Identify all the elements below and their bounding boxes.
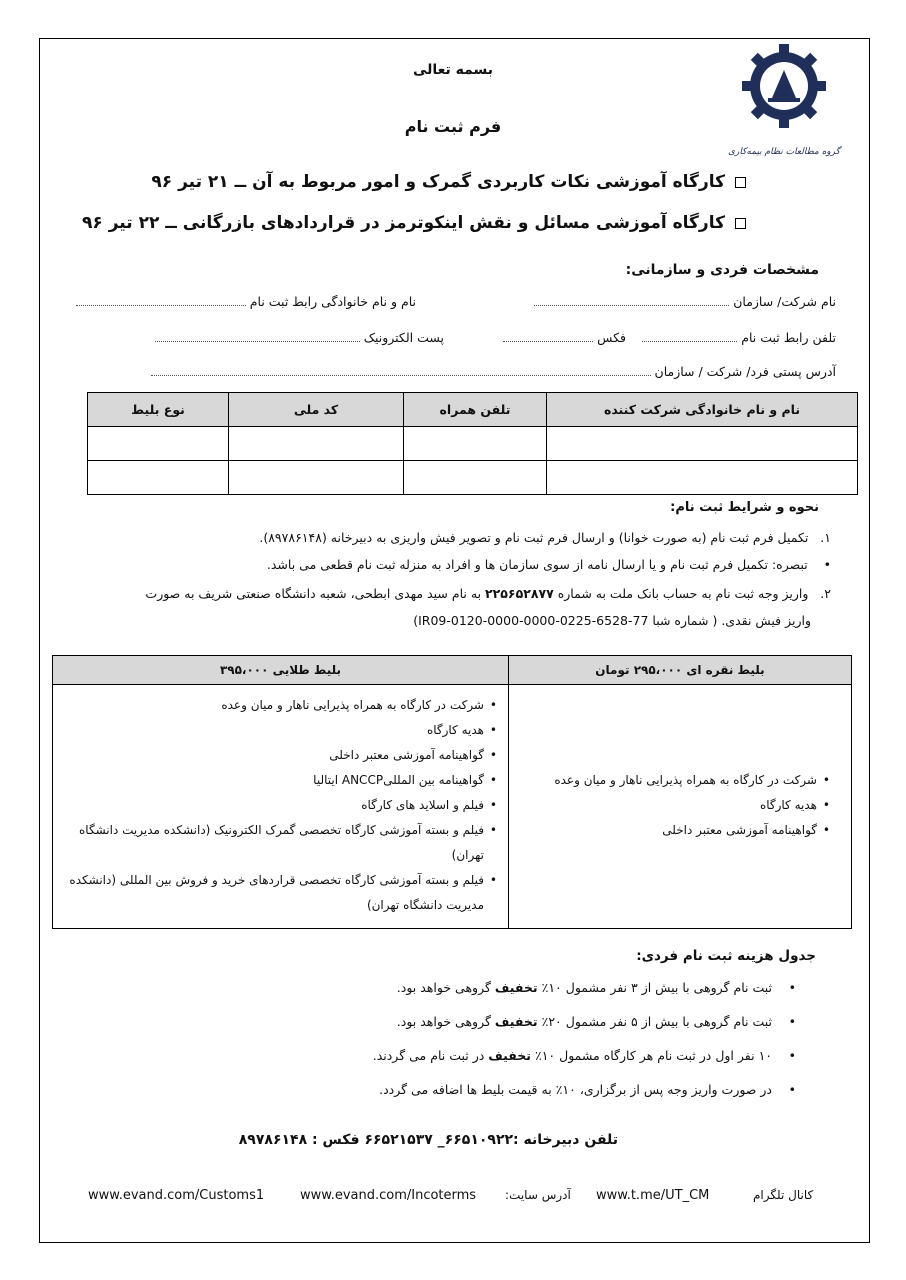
table-header-row xyxy=(88,393,858,427)
procedure-item-1: ۱. تکمیل فرم ثبت نام (به صورت خوانا) و ارسال فرم ثبت نام و تصویر فیش واریزی به دبیرخانه (۸۹۷۸۶۱۴۸). xyxy=(259,530,831,545)
secretariat-phones: تلفن دبیرخانه :۶۶۵۱۰۹۲۲_ ۶۶۵۲۱۵۳۷ فکس : ۸۹۷۸۶۱۴۸ xyxy=(238,1132,618,1148)
list-item: • هدیه کارگاه xyxy=(63,718,484,743)
fax-field[interactable]: فکس xyxy=(503,330,626,345)
gold-ticket-benefits xyxy=(53,685,509,929)
procedure-heading: نحوه و شرایط ثبت نام: xyxy=(670,500,819,515)
details-heading: مشخصات فردی و سازمانی: xyxy=(625,262,819,278)
list-item: • ثبت نام گروهی با بیش از ۵ نفر مشمول ۲۰٪ تخفیف گروهی خواهد بود. xyxy=(236,1009,796,1043)
bismillah: بسمه تعالی xyxy=(412,62,494,78)
address-field[interactable]: آدرس پستی فرد/ شرکت / سازمان xyxy=(151,364,836,379)
workshop-option-1[interactable]: کارگاه آموزشی نکات کاربردی گمرک و امور مربوط به آن ــ ۲۱ تیر ۹۶ xyxy=(151,172,746,192)
table-row[interactable] xyxy=(88,461,858,495)
list-item: • در صورت واریز وجه پس از برگزاری، ۱۰٪ به قیمت بلیط ها اضافه می گردد. xyxy=(236,1077,796,1111)
list-item: • فیلم و بسته آموزشی کارگاه تخصصی قراردهای خرید و فروش بین المللی (دانشکده مدیریت دانشگاه تهران) xyxy=(63,868,484,918)
procedure-item-2-cont: واریز فیش نقدی. ( شماره شبا IR09-0120-0000-0000-0225-6528-77) xyxy=(413,613,811,628)
silver-ticket-title: بلیط نقره ای ۲۹۵،۰۰۰ تومان xyxy=(509,656,852,685)
checkbox-workshop-2[interactable] xyxy=(735,218,746,229)
list-item: • فیلم و بسته آموزشی کارگاه تخصصی گمرک الکترونیک (دانشکده مدیریت دانشگاه تهران) xyxy=(63,818,484,868)
list-item: • گواهینامه بین المللیANCCP ایتالیا xyxy=(63,768,484,793)
list-item: • گواهینامه آموزشی معتبر داخلی xyxy=(63,743,484,768)
bank-account-number: ۲۲۵۶۵۲۸۷۷ xyxy=(485,586,554,601)
contact-phone-field[interactable]: تلفن رابط ثبت نام xyxy=(642,330,836,345)
list-item: • ثبت نام گروهی با بیش از ۳ نفر مشمول ۱۰٪ تخفیف گروهی خواهد بود. xyxy=(236,975,796,1009)
form-title: فرم ثبت نام xyxy=(404,117,502,136)
list-item: • شرکت در کارگاه به همراه پذیرایی ناهار و میان وعده xyxy=(63,693,484,718)
contact-name-field[interactable]: نام و نام خانوادگی رابط ثبت نام xyxy=(76,294,416,309)
list-item: • شرکت در کارگاه به همراه پذیرایی ناهار و میان وعده xyxy=(519,768,817,793)
gold-ticket-title: بلیط طلایی ۳۹۵،۰۰۰ xyxy=(53,656,509,685)
list-item: • فیلم و اسلاید های کارگاه xyxy=(63,793,484,818)
list-item: • هدیه کارگاه xyxy=(519,793,817,818)
logo-caption: گروه مطالعات نظام بیمه‌کاری xyxy=(727,147,841,157)
site-link-incoterms[interactable]: www.evand.com/Incoterms xyxy=(300,1188,477,1203)
col-participant-name: نام و نام خانوادگی شرکت کننده xyxy=(547,393,858,427)
table-row[interactable] xyxy=(88,427,858,461)
site-link-customs[interactable]: www.evand.com/Customs1 xyxy=(88,1188,265,1203)
checkbox-workshop-1[interactable] xyxy=(735,177,746,188)
fees-heading: جدول هزینه ثبت نام فردی: xyxy=(636,948,816,964)
col-national-id: کد ملی xyxy=(229,393,404,427)
procedure-item-2: ۲. واریز وجه ثبت نام به حساب بانک ملت به شماره ۲۲۵۶۵۲۸۷۷ به نام سید مهدی ابطحی، شعبه دانشگاه صنعتی شریف به صورت xyxy=(145,586,831,601)
telegram-label: کانال تلگرام xyxy=(753,1188,814,1202)
email-field[interactable]: پست الکترونیک xyxy=(155,330,444,345)
col-mobile: تلفن همراه xyxy=(404,393,547,427)
col-ticket-type: نوع بلیط xyxy=(88,393,229,427)
list-item: • گواهینامه آموزشی معتبر داخلی xyxy=(519,818,817,843)
participants-table xyxy=(87,392,858,495)
company-field[interactable]: نام شرکت/ سازمان xyxy=(534,294,836,309)
silver-ticket-benefits xyxy=(509,685,852,929)
site-label: آدرس سایت: xyxy=(505,1188,571,1202)
workshop-option-2[interactable]: کارگاه آموزشی مسائل و نقش اینکوترمز در قراردادهای بازرگانی ــ ۲۲ تیر ۹۶ xyxy=(82,213,746,233)
procedure-note: • تبصره: تکمیل فرم ثبت نام و یا ارسال نامه از سوی سازمان ها و افراد به منزله ثبت نام قطعی می باشد. xyxy=(266,557,831,572)
telegram-link[interactable]: www.t.me/UT_CM xyxy=(596,1188,710,1203)
fees-list xyxy=(236,975,796,1111)
list-item: • ۱۰ نفر اول در ثبت نام هر کارگاه مشمول ۱۰٪ تخفیف در ثبت نام می گردند. xyxy=(236,1043,796,1077)
tickets-table xyxy=(52,655,852,929)
